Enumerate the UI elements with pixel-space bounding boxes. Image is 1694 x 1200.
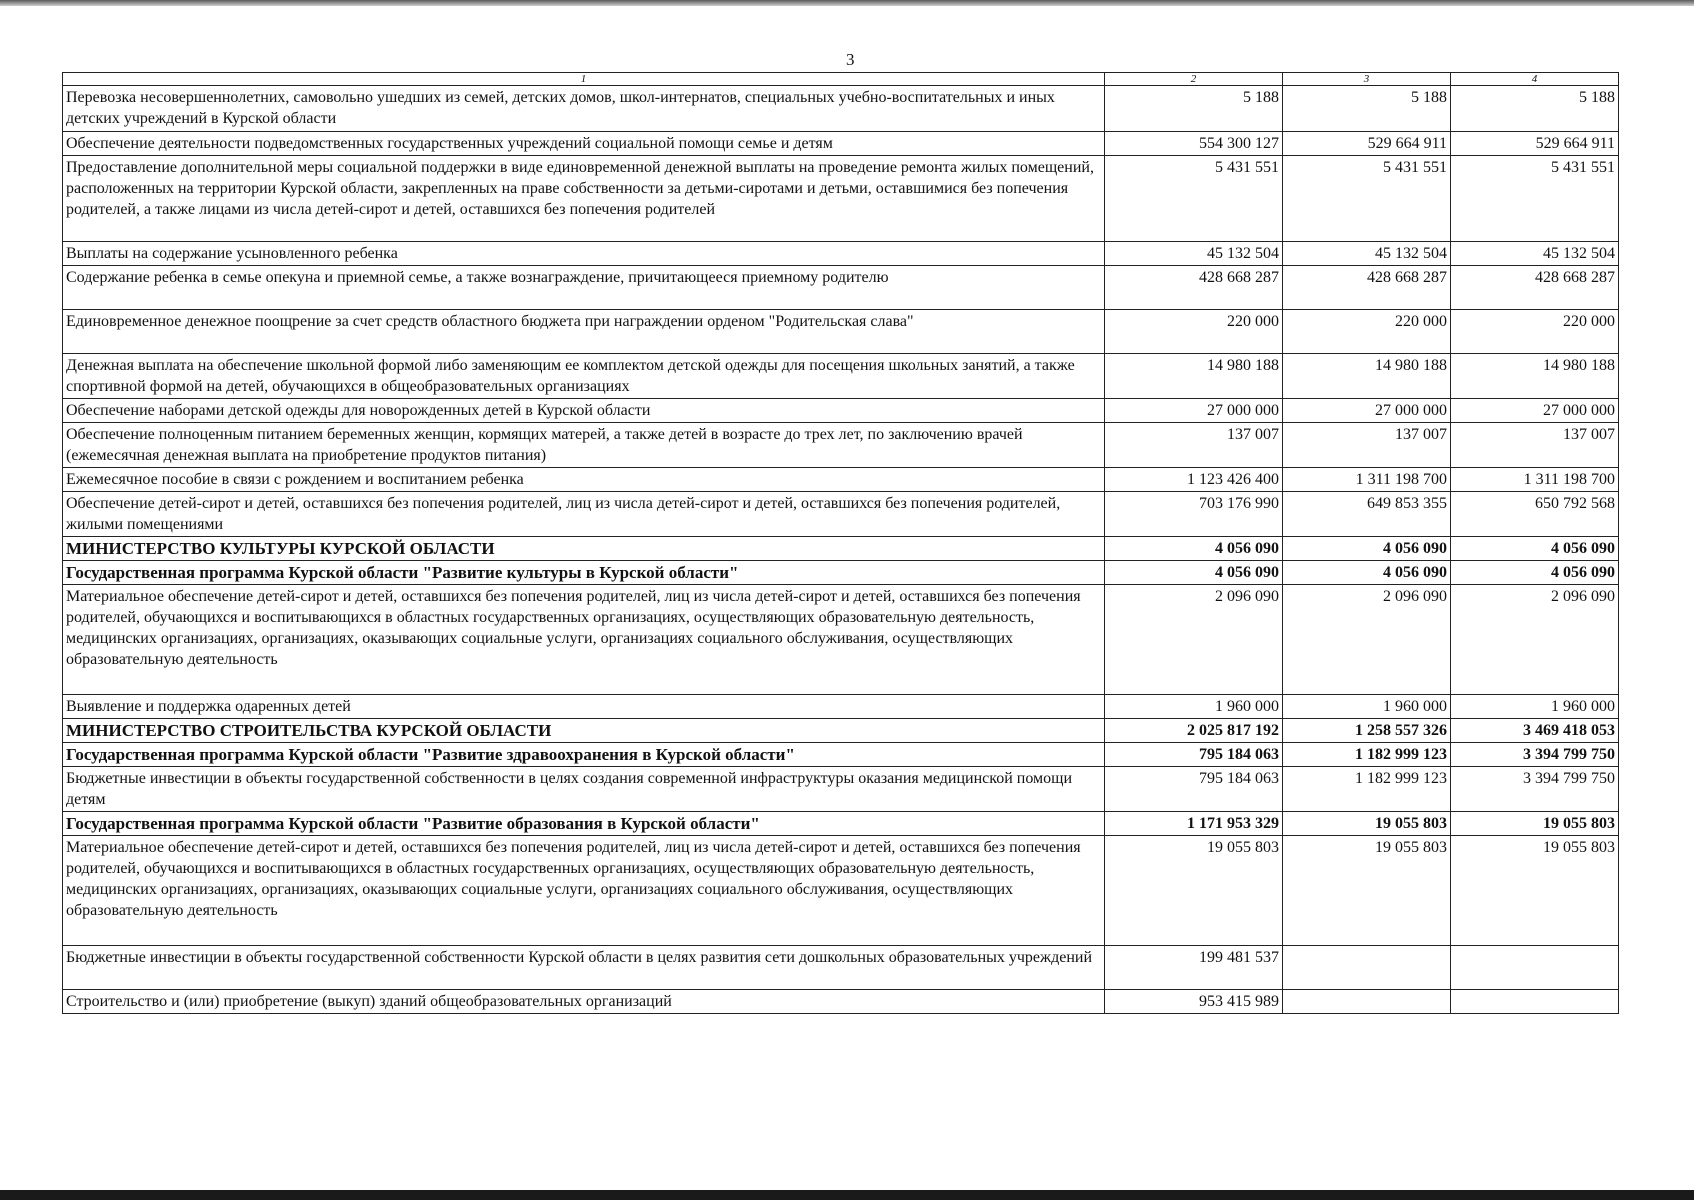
row-value-col4: 2 096 090 <box>1451 585 1619 695</box>
row-value-col2: 1 960 000 <box>1105 695 1283 719</box>
table-row <box>63 156 1619 242</box>
row-value-col4: 3 469 418 053 <box>1451 719 1619 743</box>
row-value-col4: 428 668 287 <box>1451 266 1619 310</box>
table-row <box>63 242 1619 266</box>
section-row <box>63 719 1619 743</box>
row-value-col2: 14 980 188 <box>1105 354 1283 399</box>
table-row <box>63 266 1619 310</box>
row-value-col4: 3 394 799 750 <box>1451 767 1619 812</box>
row-name: МИНИСТЕРСТВО КУЛЬТУРЫ КУРСКОЙ ОБЛАСТИ <box>63 537 1105 561</box>
row-value-col2: 5 431 551 <box>1105 156 1283 242</box>
table-row <box>63 423 1619 468</box>
section-row <box>63 561 1619 585</box>
table-row <box>63 310 1619 354</box>
header-col-1: 1 <box>63 73 1105 86</box>
row-value-col2: 199 481 537 <box>1105 946 1283 990</box>
row-value-col3: 529 664 911 <box>1283 132 1451 156</box>
row-name: МИНИСТЕРСТВО СТРОИТЕЛЬСТВА КУРСКОЙ ОБЛАСТИ <box>63 719 1105 743</box>
row-value-col2: 1 171 953 329 <box>1105 812 1283 836</box>
row-value-col4: 220 000 <box>1451 310 1619 354</box>
table-row <box>63 767 1619 812</box>
row-value-col4: 5 188 <box>1451 86 1619 132</box>
row-value-col3: 649 853 355 <box>1283 492 1451 537</box>
row-value-col3: 2 096 090 <box>1283 585 1451 695</box>
budget-table <box>62 72 1619 1014</box>
row-value-col4: 3 394 799 750 <box>1451 743 1619 767</box>
row-name: Содержание ребенка в семье опекуна и приемной семье, а также вознаграждение, причитающееся приемному родителю <box>63 266 1105 310</box>
row-value-col4: 4 056 090 <box>1451 561 1619 585</box>
row-value-col4 <box>1451 990 1619 1014</box>
row-value-col2: 4 056 090 <box>1105 537 1283 561</box>
row-value-col3: 4 056 090 <box>1283 537 1451 561</box>
row-value-col4: 19 055 803 <box>1451 836 1619 946</box>
row-name: Государственная программа Курской области "Развитие образования в Курской области" <box>63 812 1105 836</box>
row-value-col3: 220 000 <box>1283 310 1451 354</box>
table-row <box>63 132 1619 156</box>
row-name: Выявление и поддержка одаренных детей <box>63 695 1105 719</box>
header-col-4: 4 <box>1451 73 1619 86</box>
row-value-col3: 27 000 000 <box>1283 399 1451 423</box>
row-name: Ежемесячное пособие в связи с рождением и воспитанием ребенка <box>63 468 1105 492</box>
row-value-col2: 2 025 817 192 <box>1105 719 1283 743</box>
section-row <box>63 743 1619 767</box>
row-value-col4: 19 055 803 <box>1451 812 1619 836</box>
row-value-col2: 795 184 063 <box>1105 767 1283 812</box>
table-row <box>63 695 1619 719</box>
table-row <box>63 354 1619 399</box>
row-value-col3: 5 188 <box>1283 86 1451 132</box>
row-name: Обеспечение наборами детской одежды для новорожденных детей в Курской области <box>63 399 1105 423</box>
section-row <box>63 812 1619 836</box>
row-value-col2: 795 184 063 <box>1105 743 1283 767</box>
row-value-col2: 4 056 090 <box>1105 561 1283 585</box>
row-value-col4 <box>1451 946 1619 990</box>
table-row <box>63 492 1619 537</box>
scan-edge-top <box>0 0 1694 6</box>
row-name: Обеспечение детей-сирот и детей, оставшихся без попечения родителей, лиц из числа детей-сирот и детей, оставшихся без попечения родителей, жилыми помещениями <box>63 492 1105 537</box>
row-value-col3: 428 668 287 <box>1283 266 1451 310</box>
row-value-col3: 5 431 551 <box>1283 156 1451 242</box>
row-value-col4: 1 311 198 700 <box>1451 468 1619 492</box>
row-value-col3: 1 182 999 123 <box>1283 767 1451 812</box>
header-col-3: 3 <box>1283 73 1451 86</box>
row-value-col2: 27 000 000 <box>1105 399 1283 423</box>
row-value-col3: 1 258 557 326 <box>1283 719 1451 743</box>
row-name: Предоставление дополнительной меры социальной поддержки в виде единовременной денежной выплаты на проведение ремонта жилых помещений, расположенных на территории Курской области, закрепленных на праве собственности за детьми-сиротами и детьми, оставшимися без попечения родителей, а также лицами из числа детей-сирот и детей, оставшихся без попечения родителей <box>63 156 1105 242</box>
row-name: Бюджетные инвестиции в объекты государственной собственности Курской области в целях развития сети дошкольных образовательных учреждений <box>63 946 1105 990</box>
row-value-col3: 19 055 803 <box>1283 812 1451 836</box>
row-value-col4: 5 431 551 <box>1451 156 1619 242</box>
row-value-col4: 529 664 911 <box>1451 132 1619 156</box>
row-value-col3: 1 311 198 700 <box>1283 468 1451 492</box>
header-col-2: 2 <box>1105 73 1283 86</box>
row-value-col4: 4 056 090 <box>1451 537 1619 561</box>
row-value-col3: 45 132 504 <box>1283 242 1451 266</box>
row-value-col3: 19 055 803 <box>1283 836 1451 946</box>
row-name: Государственная программа Курской области "Развитие здравоохранения в Курской области" <box>63 743 1105 767</box>
row-value-col3 <box>1283 990 1451 1014</box>
row-value-col2: 2 096 090 <box>1105 585 1283 695</box>
row-value-col4: 27 000 000 <box>1451 399 1619 423</box>
row-value-col2: 428 668 287 <box>1105 266 1283 310</box>
row-name: Обеспечение полноценным питанием беременных женщин, кормящих матерей, а также детей в возрасте до трех лет, по заключению врачей (ежемесячная денежная выплата на приобретение продуктов питания) <box>63 423 1105 468</box>
row-name: Денежная выплата на обеспечение школьной формой либо заменяющим ее комплектом детской одежды для посещения школьных занятий, а также спортивной формой на детей, обучающихся в общеобразовательных организациях <box>63 354 1105 399</box>
row-value-col3: 1 182 999 123 <box>1283 743 1451 767</box>
table-row <box>63 585 1619 695</box>
row-value-col3: 1 960 000 <box>1283 695 1451 719</box>
row-value-col4: 1 960 000 <box>1451 695 1619 719</box>
row-value-col3 <box>1283 946 1451 990</box>
table-row <box>63 86 1619 132</box>
row-value-col2: 5 188 <box>1105 86 1283 132</box>
row-value-col3: 14 980 188 <box>1283 354 1451 399</box>
row-value-col4: 137 007 <box>1451 423 1619 468</box>
row-value-col2: 137 007 <box>1105 423 1283 468</box>
table-row <box>63 468 1619 492</box>
row-name: Единовременное денежное поощрение за счет средств областного бюджета при награждении орденом "Родительская слава" <box>63 310 1105 354</box>
table-row <box>63 399 1619 423</box>
row-name: Материальное обеспечение детей-сирот и детей, оставшихся без попечения родителей, лиц из числа детей-сирот и детей, оставшихся без попечения родителей, обучающихся и воспитывающихся в областных государственных организациях, осуществляющих образовательную деятельность, медицинских организациях, организациях, оказывающих социальные услуги, организациях социального обслуживания, осуществляющих образовательную деятельность <box>63 585 1105 695</box>
row-name: Перевозка несовершеннолетних, самовольно ушедших из семей, детских домов, школ-интернатов, специальных учебно-воспитательных и иных детских учреждений в Курской области <box>63 86 1105 132</box>
table-row <box>63 990 1619 1014</box>
row-value-col2: 19 055 803 <box>1105 836 1283 946</box>
row-value-col2: 703 176 990 <box>1105 492 1283 537</box>
row-name: Обеспечение деятельности подведомственных государственных учреждений социальной помощи семье и детям <box>63 132 1105 156</box>
row-value-col2: 1 123 426 400 <box>1105 468 1283 492</box>
page-number: 3 <box>846 50 855 69</box>
row-value-col2: 554 300 127 <box>1105 132 1283 156</box>
row-name: Государственная программа Курской области "Развитие культуры в Курской области" <box>63 561 1105 585</box>
row-value-col3: 137 007 <box>1283 423 1451 468</box>
row-value-col4: 45 132 504 <box>1451 242 1619 266</box>
row-value-col2: 220 000 <box>1105 310 1283 354</box>
row-name: Выплаты на содержание усыновленного ребенка <box>63 242 1105 266</box>
section-row <box>63 537 1619 561</box>
row-value-col4: 14 980 188 <box>1451 354 1619 399</box>
row-value-col3: 4 056 090 <box>1283 561 1451 585</box>
row-name: Строительство и (или) приобретение (выкуп) зданий общеобразовательных организаций <box>63 990 1105 1014</box>
row-value-col2: 953 415 989 <box>1105 990 1283 1014</box>
table-row <box>63 836 1619 946</box>
scan-edge-bottom <box>0 1190 1694 1200</box>
row-value-col4: 650 792 568 <box>1451 492 1619 537</box>
row-value-col2: 45 132 504 <box>1105 242 1283 266</box>
row-name: Материальное обеспечение детей-сирот и детей, оставшихся без попечения родителей, лиц из числа детей-сирот и детей, оставшихся без попечения родителей, обучающихся и воспитывающихся в областных государственных организациях, осуществляющих образовательную деятельность, медицинских организациях, организациях, оказывающих социальные услуги, организациях социального обслуживания, осуществляющих образовательную деятельность <box>63 836 1105 946</box>
column-number-header <box>63 73 1619 86</box>
table-row <box>63 946 1619 990</box>
row-name: Бюджетные инвестиции в объекты государственной собственности в целях создания современной инфраструктуры оказания медицинской помощи детям <box>63 767 1105 812</box>
